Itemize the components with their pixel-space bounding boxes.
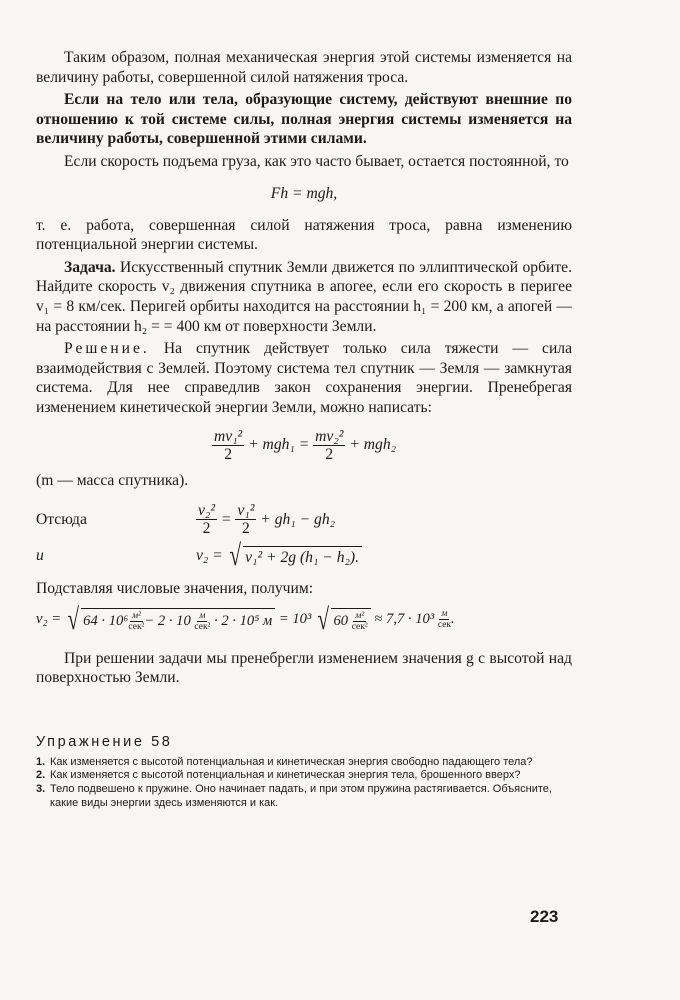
equation-and-row [36,541,572,571]
exercise-list [36,756,572,810]
solution-text: На спутник действует только сила тяжести — сила взаимодействия с Землей. Поэтому система тел спутник — Земля — замкнутая система. Для нее справедлив закон сохранения энергии. Пренебрегая изменением кинетической энергии Земли, можно написать: [36,340,573,416]
paragraph-4: т. е. работа, совершенная силой натяжения троса, равна изменению потенциальной энергии системы. [36,216,572,254]
exercise-item: 2. Как изменяется с высотой потенциальная и кинетическая энергия тела, брошенного вверх? [36,769,521,782]
conclusion-text: При решении задачи мы пренебрегли изменением значения g с высотой над поверхностью Земли. [36,649,572,687]
exercise-item: 3. Тело подвешено к пружине. Оно начинает падать, и при этом пружина растягивается. Объясните, какие виды энергии здесь изменяются и как. [36,783,552,809]
equation-hence-row [36,502,572,537]
task-paragraph [36,258,572,336]
equation-numeric: v₂ = √ 64 · 10⁶ $\frac{\text{м²}}{\text{сек²}}$ − 2 · 10 $\frac{м}{\text{сек²}}$ · 2 · 10⁵ м = 10³ √ 60 $\frac{\text{м²}}{\text{сек²}}$ ≈ 7,7 · 10³ $\frac{м}{\text{сек}}$ . [36,602,455,636]
exercise-title: Упражнение 58 [36,733,173,750]
equation-fh: Fh = mgh, [270,184,338,202]
hence-word: Отсюда [36,510,87,528]
task-label: Задача. [64,258,116,276]
solution-label: Решение. [64,340,150,358]
equation-v2: v₂ = √ v₁² + 2g (h₁ − h₂). [196,541,362,571]
paragraph-law: Если на тело или тела, образующие систему, действуют внешние по отношению к той системе силы, полная энергия системы изменяется на величину работы, совершенной этими силами. [36,91,572,148]
exercise-item: 1. Как изменяется с высотой потенциальная и кинетическая энергия свободно падающего тела? [36,755,533,768]
mass-note: (m — масса спутника). [36,471,189,489]
task-text: Искусственный спутник Земли движется по эллиптической орбите. Найдите скорость v₂ движения спутника в апогее, если его скорость в перигее v₁ = 8 км/сек. Перигей орбиты находится на расстоянии h₁ = 200 км, а апогей — на расстоянии h₂ = = 400 км от поверхности Земли. [36,258,572,335]
paragraph-3: Если скорость подъема груза, как это часто бывает, остается постоянной, то [64,152,569,170]
substitute-text: Подставляя числовые значения, получим: [36,580,314,598]
page-content [36,48,572,810]
solution-paragraph [36,339,572,417]
paragraph-1: Таким образом, полная механическая энергия этой системы изменяется на величину работы, совершенной силой натяжения троса. [36,49,572,86]
equation-energy-conservation: $\frac{\text{mv₁²}}{2}$ + mgh₁ = $\frac{\text{mv₂²}}{2}$ + mgh₂ [213,427,397,463]
and-word: и [36,547,44,565]
equation-v2-squared: $\frac{\text{v₂²}}{2}$ = $\frac{\text{v₁²}}{2}$ + gh₁ − gh₂ [198,502,336,538]
page-number: 223 [530,907,559,926]
